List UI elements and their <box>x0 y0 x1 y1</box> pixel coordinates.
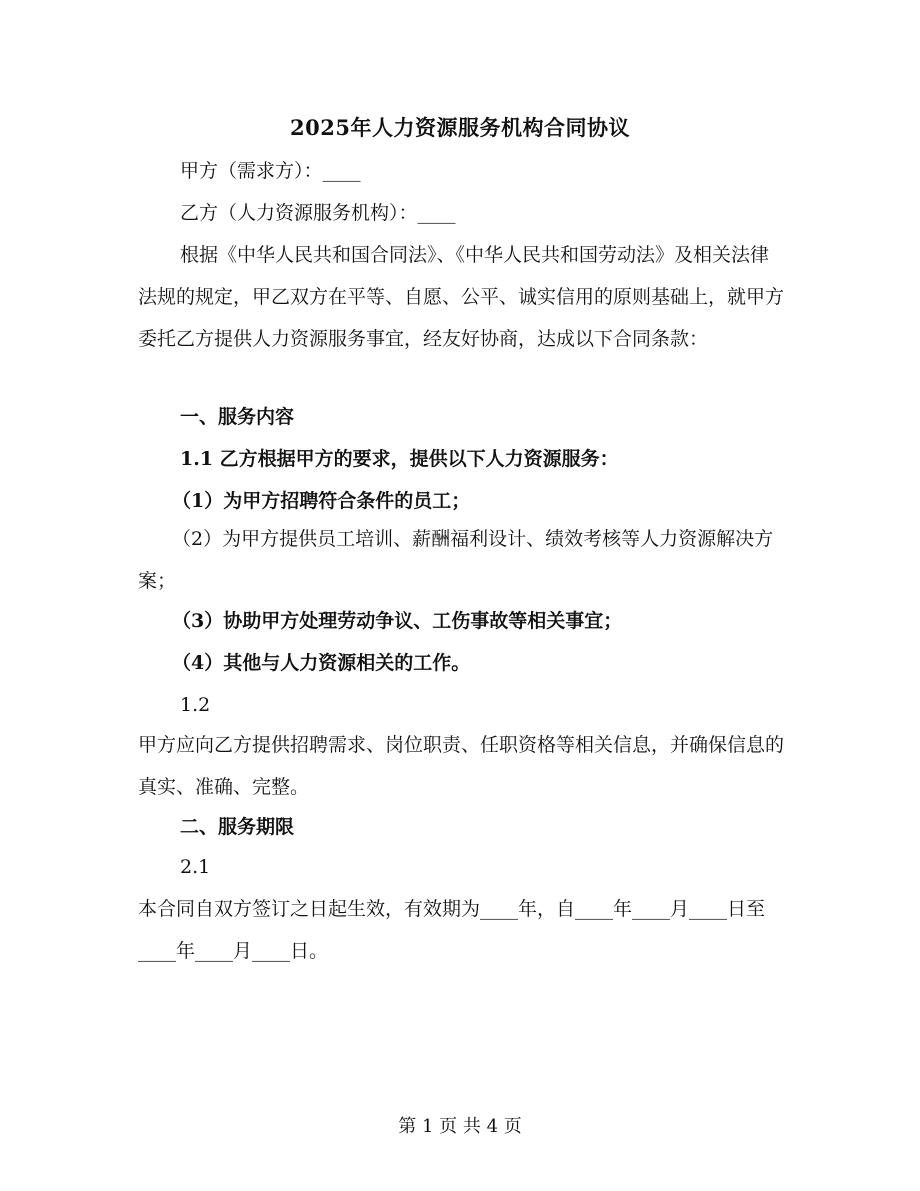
clause-1-2-text: 甲方应向乙方提供招聘需求、岗位职责、任职资格等相关信息，并确保信息的真实、准确、完整。 <box>138 734 785 798</box>
page-indicator: 第 1 页 共 4 页 <box>398 1116 522 1137</box>
preamble-paragraph: 根据《中华人民共和国合同法》、《中华人民共和国劳动法》及相关法律法规的规定，甲乙双方在平等、自愿、公平、诚实信用的原则基础上，就甲方委托乙方提供人力资源服务事宜，经友好协商，达成以下合同条款： <box>138 244 785 350</box>
clause-2-1-number: 2.1 <box>180 856 211 878</box>
clause-2-1-text: 本合同自双方签订之日起生效，有效期为____年，自____年____月____日至____年____月____日。 <box>138 898 766 962</box>
service-item-1: （1）为甲方招聘符合条件的员工； <box>172 490 471 512</box>
party-a-line: 甲方（需求方）：____ <box>180 160 361 182</box>
section-1-heading: 一、服务内容 <box>180 406 295 428</box>
document-title: 2025年人力资源服务机构合同协议 <box>290 115 630 140</box>
section-2-heading: 二、服务期限 <box>180 816 295 838</box>
service-item-2: （2）为甲方提供员工培训、薪酬福利设计、绩效考核等人力资源解决方案； <box>138 528 774 592</box>
clause-1-2-number: 1.2 <box>180 694 211 716</box>
party-b-line: 乙方（人力资源服务机构）：____ <box>180 202 456 224</box>
service-item-4: （4）其他与人力资源相关的工作。 <box>172 652 471 674</box>
clause-1-1: 1.1 乙方根据甲方的要求，提供以下人力资源服务： <box>180 448 619 470</box>
service-item-3: （3）协助甲方处理劳动争议、工伤事故等相关事宜； <box>172 610 623 632</box>
